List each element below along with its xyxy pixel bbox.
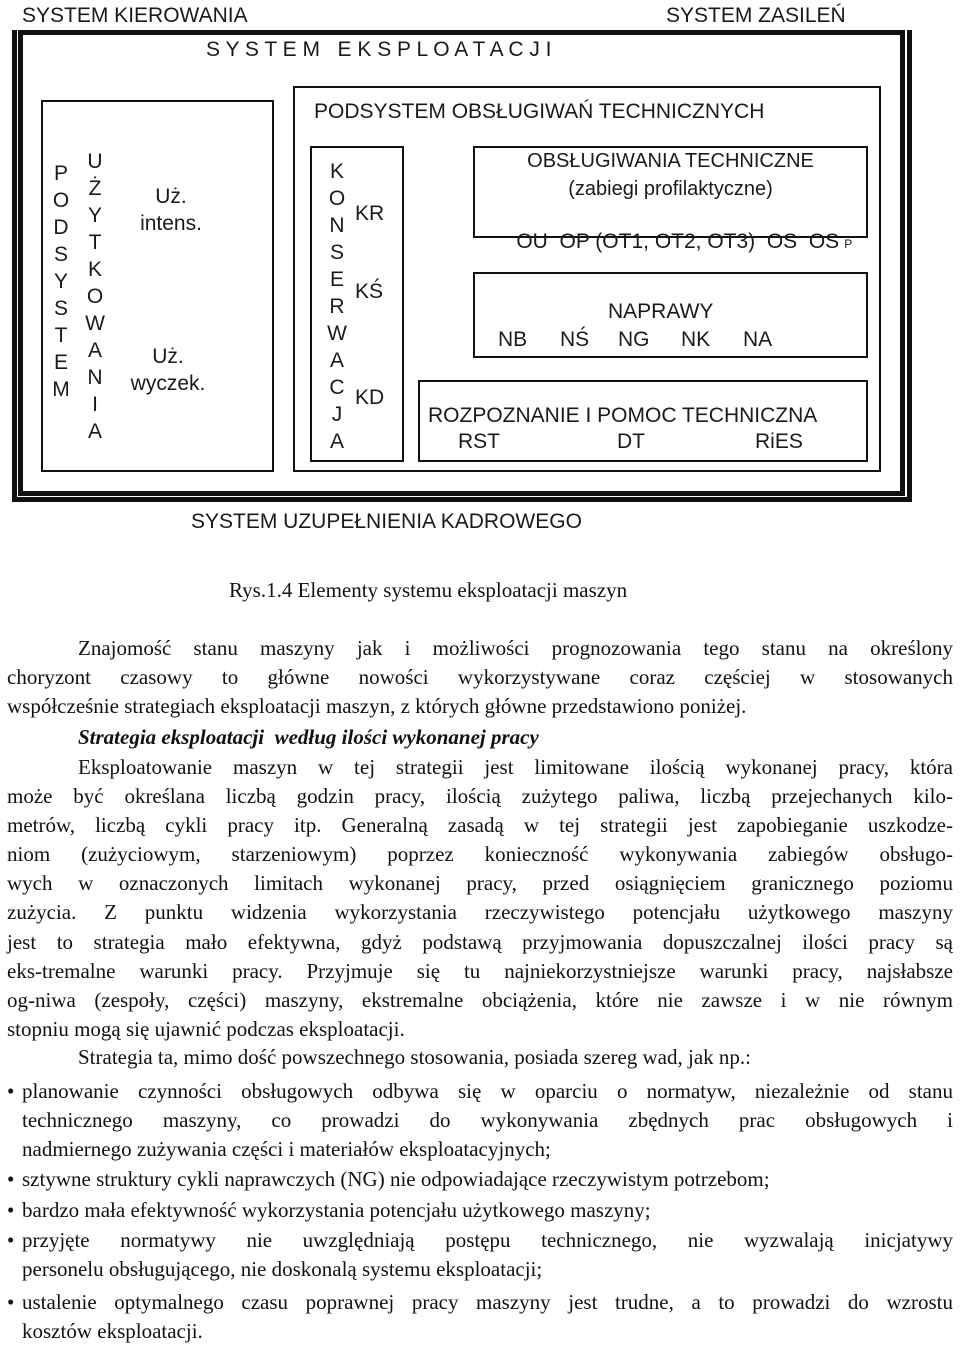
standby-usage-label: Uż. wyczek. (130, 345, 206, 395)
bullet-icon: • (7, 1290, 15, 1314)
bullet-icon: • (7, 1228, 15, 1252)
konserwacja-vertical-label: K O N S E R W A C J A (327, 160, 347, 453)
drawbacks-intro: Strategia ta, mimo dość powszechnego stosowania, posiada szereg wad, jak np.: (78, 1045, 751, 1069)
body-line: wych w oznaczonych limitach wykonanej pracy, przed osiągnięciem granicznego poziomu (7, 871, 953, 896)
intensive-usage-label: Uż. intens. (140, 185, 202, 235)
body-line: zużycia. Z punktu widzenia wykorzystania rzeczywistego potencjału użytkowego maszyny (7, 900, 953, 925)
bottom-label: SYSTEM UZUPEŁNIENIA KADROWEGO (191, 510, 582, 533)
bullet-item: • ustalenie optymalnego czasu poprawnej pracy maszyny jest trudne, a to prowadzi do wzrostu kosztów eksploatacji. (7, 1290, 953, 1344)
main-title: S Y S T E M E K S P L O A T A C J I (206, 38, 552, 61)
bullet-icon: • (7, 1167, 15, 1191)
body-line: może być określana liczbą godzin pracy, ilością zużytego paliwa, liczbą przejechanych kilo- (7, 784, 953, 809)
figure-caption: Rys.1.4 Elementy systemu eksploatacji maszyn (229, 578, 628, 602)
body-line: eks-tremalne warunki pracy. Przyjmuje się tu najniekorzystniejsze warunki pracy, najsłabsze (7, 958, 953, 983)
body-line: stopniu mogą się ujawnić podczas eksploatacji. (7, 1016, 405, 1041)
servicing-subtitle: (zabiegi profilaktyczne) (568, 178, 773, 200)
repairs-title: NAPRAWY (608, 300, 714, 323)
subsystem-title: PODSYSTEM OBSŁUGIWAŃ TECHNICZNYCH (314, 100, 765, 123)
strategy-paragraph (7, 753, 953, 1044)
diagnosis-ries: RiES (755, 430, 803, 453)
bullet-icon: • (7, 1198, 15, 1222)
body-line: og-niwa (zespoły, części) maszyny, ekstremalne obciążenia, które nie zawsze i w nie równym (7, 987, 953, 1012)
diagnosis-dt: DT (617, 430, 645, 453)
top-left-label: SYSTEM KIEROWANIA (22, 4, 248, 27)
repairs-ng: NG (618, 328, 650, 351)
kr-label: KR (355, 202, 385, 225)
repairs-nk: NK (681, 328, 711, 351)
uzytkowania-vertical-label: U Ż Y T K O W A N I A (85, 150, 105, 443)
bullet-item: • przyjęte normatywy nie uwzględniają postępu technicznego, nie wyzwalają inicjatywy personelu obsługującego, nie doskonalą systemu eksploatacji; (7, 1228, 953, 1282)
servicing-title: OBSŁUGIWANIA TECHNICZNE (527, 150, 814, 172)
bullet-item: • planowanie czynności obsługowych odbywa się w oparciu o normatyw, niezależnie od stanu technicznego maszyny, co prowadzi do wykonywania zbędnych prac obsługowych i nadmiernego zużywania części i materiałów eksploatacyjnych; (7, 1079, 953, 1162)
top-right-label: SYSTEM ZASILEŃ (666, 4, 846, 27)
body-line: jest to strategia mało efektywna, gdyż podstawą przyjmowania dopuszczalnej ilości pracy są (7, 929, 953, 954)
body-line: Eksploatowanie maszyn w tej strategii jest limitowane ilością wykonanej pracy, która (78, 755, 953, 779)
kd-label: KD (355, 386, 385, 409)
podsystem-vertical-label: P O D S Y S T E M (52, 162, 70, 401)
intro-line: współcześnie strategiach eksploatacji maszyn, z których główne przedstawiono poniżej. (7, 694, 747, 719)
repairs-ns: NŚ (560, 328, 590, 351)
diagnosis-rst: RST (458, 430, 500, 453)
repairs-na: NA (743, 328, 773, 351)
diagnosis-title: ROZPOZNANIE I POMOC TECHNICZNA (428, 404, 818, 427)
repairs-nb: NB (498, 328, 528, 351)
bullet-icon: • (7, 1079, 15, 1103)
body-line: metrów, liczbą cykli pracy itp. Generalną zasadą w tej strategii jest zapobieganie uszkodze- (7, 813, 953, 838)
servicing-items: OU OP (OT1, OT2, OT3) OS OS P (516, 230, 853, 253)
intro-paragraph (7, 634, 953, 721)
ks-label: KŚ (355, 280, 384, 303)
body-line: niom (zużyciowym, starzeniowym) poprzez konieczność wykonywania zabiegów obsługo- (7, 842, 953, 867)
intro-line: choryzont czasowy to główne nowości wykorzystywane coraz częściej w stosowanych (7, 665, 953, 690)
section-heading: Strategia eksploatacji według ilości wykonanej pracy (78, 725, 539, 749)
intro-line: Znajomość stanu maszyny jak i możliwości prognozowania tego stanu na określony (78, 636, 953, 660)
